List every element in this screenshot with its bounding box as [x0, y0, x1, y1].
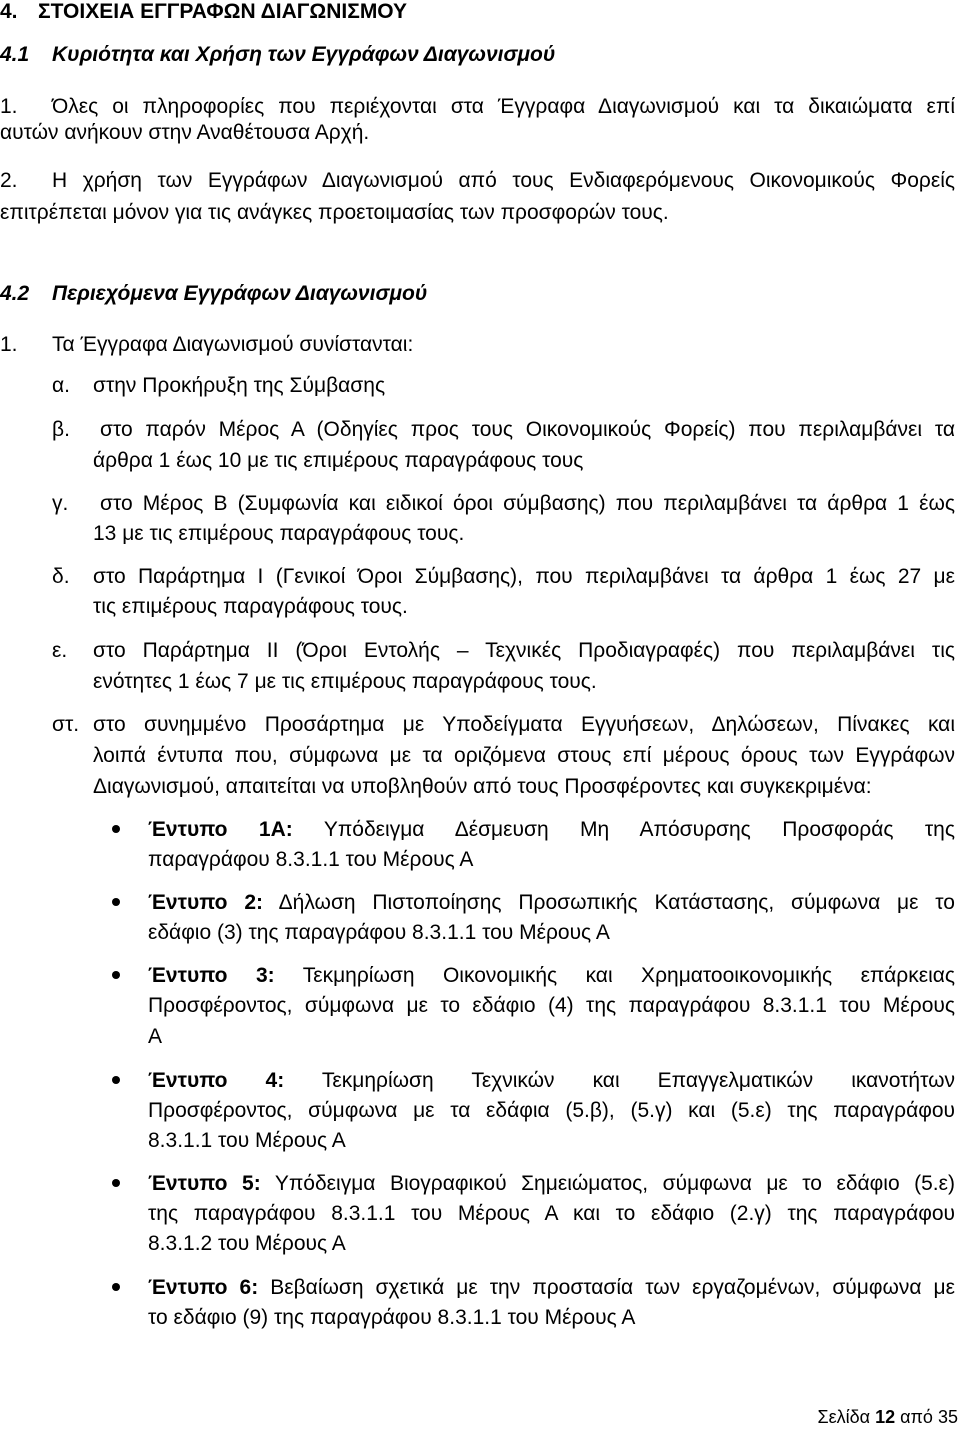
list-item-text: Τα Έγγραφα Διαγωνισμού συνίστανται:	[52, 333, 414, 356]
form-text: Υπόδειγμα Δέσμευση Μη Απόσυρσης Προσφοράς της	[323, 818, 955, 841]
form-label: Έντυπο 5:	[148, 1172, 261, 1195]
page-number	[817, 1405, 958, 1429]
bullet-icon	[112, 1179, 120, 1187]
form-item	[148, 961, 955, 991]
paragraph-line: Όλες οι πληροφορίες που περιέχονται στα Έγγραφα Διαγωνισμού και τα δικαιώματα επί	[52, 95, 955, 118]
form-line: παραγράφου 8.3.1.1 του Μέρους Α	[148, 848, 474, 871]
form-item	[148, 815, 955, 845]
subsection-title: Περιεχόμενα Εγγράφων Διαγωνισμού	[52, 282, 428, 305]
form-label: Έντυπο 3:	[148, 964, 275, 987]
sub-item-label: γ.	[52, 492, 69, 515]
current-page: 12	[875, 1407, 896, 1427]
subsection-title: Κυριότητα και Χρήση των Εγγράφων Διαγωνισμού	[52, 43, 556, 66]
form-text: Βεβαίωση σχετικά με την προστασία των εργαζομένων, σύμφωνα με	[270, 1276, 955, 1299]
page-of: από	[900, 1407, 933, 1427]
form-label: Έντυπο 1Α:	[148, 818, 293, 841]
bullet-icon	[112, 1283, 120, 1291]
form-label: Έντυπο 2:	[148, 891, 263, 914]
page-label: Σελίδα	[817, 1407, 871, 1427]
sub-item-line: τις επιμέρους παραγράφους τους.	[93, 595, 408, 618]
form-line: 8.3.1.1 του Μέρους Α	[148, 1129, 346, 1152]
form-text: Τεκμηρίωση Οικονομικής και Χρηματοοικονομικής επάρκειας	[302, 964, 955, 987]
form-line: το εδάφιο (9) της παραγράφου 8.3.1.1 του Μέρους Α	[148, 1306, 636, 1329]
subsection-number: 4.2	[0, 282, 30, 305]
form-item	[148, 1169, 955, 1199]
sub-item-label: ε.	[52, 639, 68, 662]
sub-item-line: ενότητες 1 έως 7 με τις επιμέρους παραγράφους τους.	[93, 670, 597, 693]
form-line: Προσφέροντος, σύμφωνα με τα εδάφια (5.β), (5.γ) και (5.ε) της παραγράφου	[148, 1099, 955, 1122]
bullet-icon	[112, 971, 120, 979]
list-item-number: 1.	[0, 333, 18, 356]
sub-item-label: α.	[52, 374, 70, 397]
sub-item-line: λοιπά έντυπα που, σύμφωνα με τα οριζόμενα στους επί μέρους όρους των Εγγράφων	[93, 744, 955, 767]
sub-item-line: 13 με τις επιμέρους παραγράφους τους.	[93, 522, 465, 545]
sub-item-line: Διαγωνισμού, απαιτείται να υποβληθούν από τους Προσφέροντες και συγκεκριμένα:	[93, 775, 872, 798]
form-text: Υπόδειγμα Βιογραφικού Σημειώματος, σύμφωνα με το εδάφιο (5.ε)	[274, 1172, 955, 1195]
form-label: Έντυπο 6:	[148, 1276, 259, 1299]
subsection-number: 4.1	[0, 43, 30, 66]
paragraph-line: επιτρέπεται μόνον για τις ανάγκες προετοιμασίας των προσφορών τους.	[0, 201, 669, 224]
sub-item-line: στο Μέρος Β (Συμφωνία και ειδικοί όροι σύμβασης) που περιλαμβάνει τα άρθρα 1 έως	[100, 492, 955, 515]
form-label: Έντυπο 4:	[148, 1069, 285, 1092]
sub-item-line: στο Παράρτημα Ι (Γενικοί Όροι Σύμβασης), που περιλαμβάνει τα άρθρα 1 έως 27 με	[93, 565, 955, 588]
form-line: εδάφιο (3) της παραγράφου 8.3.1.1 του Μέρους Α	[148, 921, 610, 944]
list-item-number: 2.	[0, 169, 18, 192]
section-title: ΣΤΟΙΧΕΙΑ ΕΓΓΡΑΦΩΝ ΔΙΑΓΩΝΙΣΜΟΥ	[38, 0, 408, 23]
sub-item-line: στο Παράρτημα ΙΙ (Όροι Εντολής – Τεχνικές Προδιαγραφές) που περιλαμβάνει τις	[93, 639, 955, 662]
form-item	[148, 888, 955, 918]
sub-item-label: β.	[52, 418, 70, 441]
form-line: 8.3.1.2 του Μέρους Α	[148, 1232, 346, 1255]
form-item	[148, 1273, 955, 1303]
total-pages: 35	[937, 1407, 958, 1427]
sub-item-label: στ.	[52, 713, 80, 736]
form-line: Προσφέροντος, σύμφωνα με το εδάφιο (4) της παραγράφου 8.3.1.1 του Μέρους	[148, 994, 955, 1017]
form-line: της παραγράφου 8.3.1.1 του Μέρους Α και το εδάφιο (2.γ) της παραγράφου	[148, 1202, 955, 1225]
sub-item-line: άρθρα 1 έως 10 με τις επιμέρους παραγράφους τους	[93, 449, 584, 472]
paragraph-line: Η χρήση των Εγγράφων Διαγωνισμού από τους Ενδιαφερόμενους Οικονομικούς Φορείς	[52, 169, 955, 192]
sub-item-line: στο συνημμένο Προσάρτημα με Υποδείγματα Εγγυήσεων, Δηλώσεων, Πίνακες και	[93, 713, 955, 736]
section-number: 4.	[0, 0, 18, 23]
form-text: Δήλωση Πιστοποίησης Προσωπικής Κατάστασης, σύμφωνα με το	[278, 891, 955, 914]
sub-item-line: στην Προκήρυξη της Σύμβασης	[93, 374, 386, 397]
bullet-icon	[112, 825, 120, 833]
bullet-icon	[112, 898, 120, 906]
list-item-number: 1.	[0, 95, 18, 118]
form-item	[148, 1066, 955, 1096]
sub-item-label: δ.	[52, 565, 70, 588]
bullet-icon	[112, 1076, 120, 1084]
form-line: Α	[148, 1025, 163, 1048]
sub-item-line: στο παρόν Μέρος Α (Οδηγίες προς τους Οικονομικούς Φορείς) που περιλαμβάνει τα	[100, 418, 955, 441]
paragraph-line: αυτών ανήκουν στην Αναθέτουσα Αρχή.	[0, 121, 370, 144]
form-text: Τεκμηρίωση Τεχνικών και Επαγγελματικών ικανοτήτων	[321, 1069, 956, 1092]
